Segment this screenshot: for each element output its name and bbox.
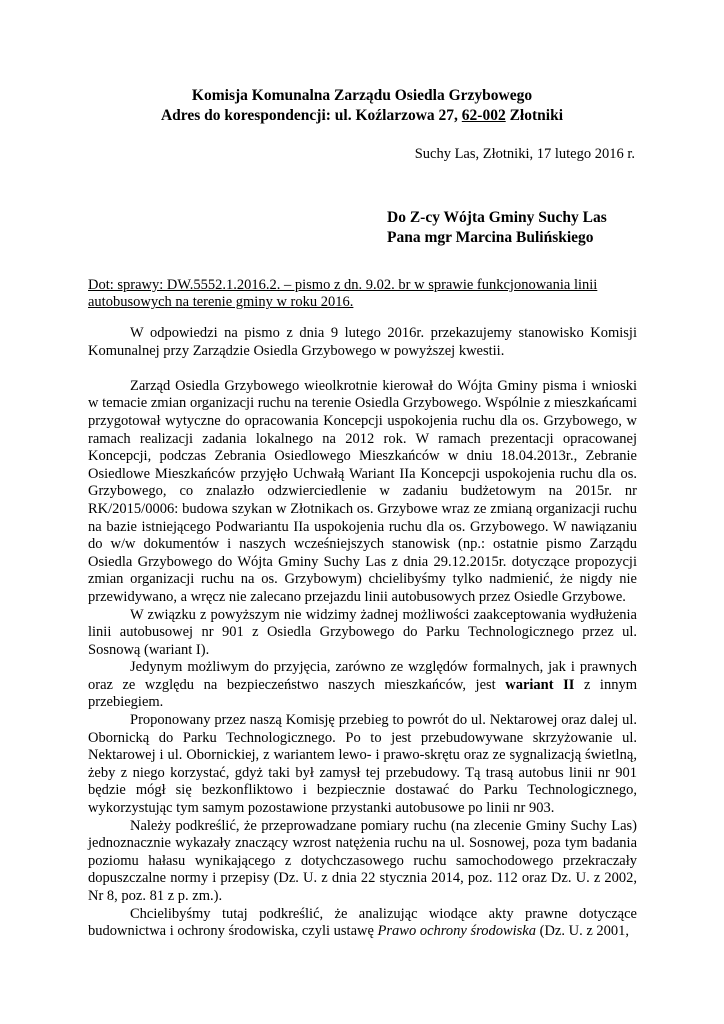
paragraph-4-bold: wariant II xyxy=(505,676,575,693)
paragraph-3: W związku z powyższym nie widzimy żadnej możliwości zaakceptowania wydłużenia linii autobusowej nr 901 z Osiedla Grzybowego do Parku Technologicznego przez ul. Sosnową (wariant I). xyxy=(88,606,637,658)
header-organization: Komisja Komunalna Zarządu Osiedla Grzybowego xyxy=(191,87,533,104)
paragraph-6: Należy podkreślić, że przeprowadzane pomiary ruchu (na zlecenie Gminy Suchy Las) jednoznacznie wykazały znaczący wzrost natężenia ruchu na ul. Sosnowej, poza tym badania poziomu hałasu wynikającego z dotychczasowego ruchu samochodowego przekraczały dopuszczalne normy i przepisy (Dz. U. z dnia 22 stycznia 2014, poz. 112 oraz Dz. U. z 2002, Nr 8, poz. 81 z p. zm.). xyxy=(88,817,637,904)
postcode: 62-002 xyxy=(461,107,506,124)
paragraph-4-end: z innym przebiegiem. xyxy=(88,676,637,711)
paragraph-7-end: (Dz. U. z 2001, xyxy=(535,923,630,940)
address-text: Adres do korespondencji: ul. Koźlarzowa 27, xyxy=(160,107,462,124)
paragraph-5: Proponowany przez naszą Komisję przebieg to powrót do ul. Nektarowej oraz dalej ul. Obornicką do Parku Technologicznego. Po to jest przebudowywane skrzyżowanie ul. Nektarowej i ul. Obornickiej, z wariantem lewo- i prawo-skrętu oraz ze sygnalizacją świetlną, żeby z niego korzystać, gdyż taki był zamysł tej przebudowy. Tą trasą autobus linii nr 901 będzie mógł się bezkonfliktowo i bezpiecznie dostawać do Parku Technologicznego, wykorzystując tym samym pozostawione przystanki autobusowe po linii nr 903. xyxy=(88,712,637,817)
paragraph-2: Zarząd Osiedla Grzybowego wieolkrotnie kierował do Wójta Gminy pisma i wnioski w temacie zmian organizacji ruchu na terenie Osiedla Grzybowego. Wspólnie z mieszkańcami przygotował wytyczne do opracowania Koncepcji uspokojenia ruchu dla os. Grzybowego, w ramach realizacji zadania lokalnego na 2012 rok. W ramach prezentacji opracowanej Koncepcji, podczas Zebrania Osiedlowego Mieszkańców w dniu 18.04.2013r., Zebranie Osiedlowe Mieszkańców przyjęło Uchwałą Wariant IIa Koncepcji uspokojenia ruchu dla os. Grzybowego, co znalazło odzwierciedlenie w zadaniu budżetowym na 2015r. nr RK/2015/0006: budowa szykan w Złotnikach os. Grzybowe wraz ze zmianą organizacji ruchu na bazie istniejącego Podwariantu IIa uspokojenia ruchu dla os. Grzybowego. W nawiązaniu do w/w dokumentów i naszych wcześniejszych stanowisk (np.: ostatnie pismo Zarządu Osiedla Grzybowego do Wójta Gminy Suchy Las z dnia 29.12.2015r. dotyczące propozycji zmian organizacji ruchu na os. Grzybowym) chcielibyśmy tylko nadmienić, że nigdy nie przewidywano, a wręcz nie zalecano przejazdu linii autobusowych przez Osiedle Grzybowe. xyxy=(88,377,637,605)
header-address xyxy=(0,106,724,126)
recipient-line-2: Pana mgr Marcina Bulińskiego xyxy=(387,229,594,246)
city: Złotniki xyxy=(505,107,564,124)
letter-body xyxy=(88,325,637,941)
paragraph-1: W odpowiedzi na pismo z dnia 9 lutego 2016r. przekazujemy stanowisko Komisji Komunalnej przy Zarządzie Osiedla Grzybowego w powyższej kwestii. xyxy=(88,325,637,359)
paragraph-7-italic: Prawo ochrony środowiska xyxy=(377,923,536,940)
paragraph-7 xyxy=(88,906,637,941)
paragraph-4 xyxy=(88,659,637,712)
date-line: Suchy Las, Złotniki, 17 lutego 2016 r. xyxy=(414,146,635,162)
subject-line: Dot: sprawy: DW.5552.1.2016.2. – pismo z dn. 9.02. br w sprawie funkcjonowania linii autobusowych na terenie gminy w roku 2016. xyxy=(88,277,598,311)
paragraph-7-text: Chcielibyśmy tutaj podkreślić, że analizując wiodące akty prawne dotyczące budownictwa i ochrony środowiska, czyli ustawę xyxy=(88,905,637,940)
paragraph-4-text: Jedynym możliwym do przyjęcia, zarówno ze względów formalnych, jak i prawnych oraz ze względu na bezpieczeństwo naszych mieszkańców, jest xyxy=(88,659,637,693)
recipient-line-1: Do Z-cy Wójta Gminy Suchy Las xyxy=(387,209,607,226)
